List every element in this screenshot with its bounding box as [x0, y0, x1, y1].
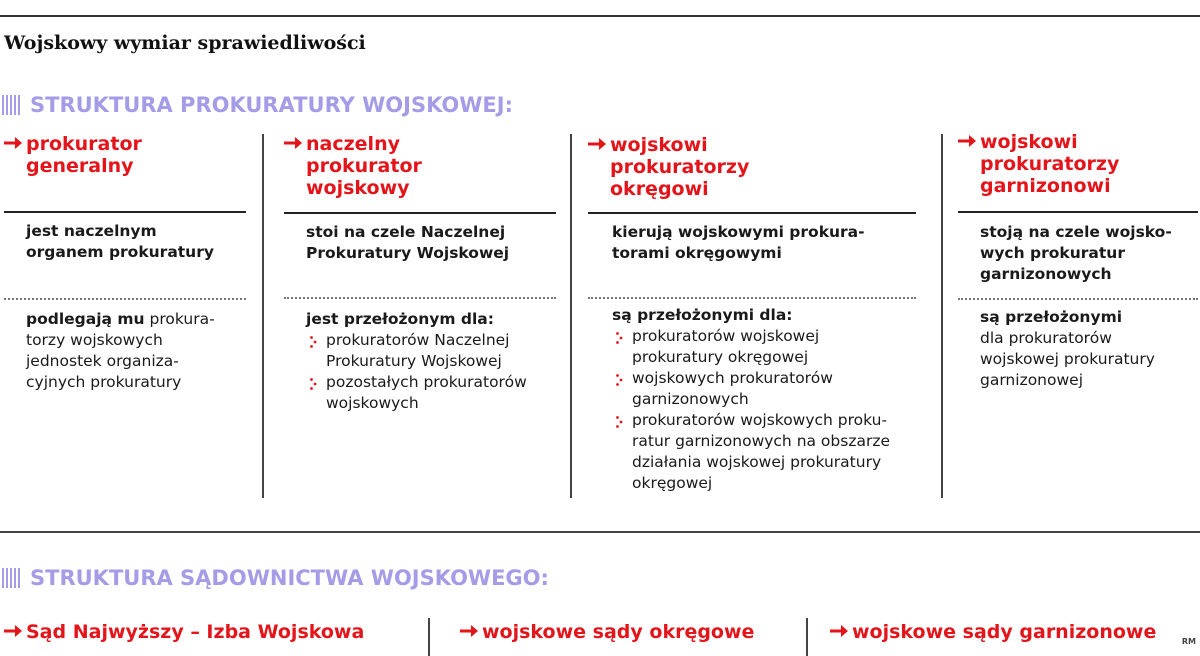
- col3-bullet-line: wojskowych prokuratorów: [632, 369, 833, 387]
- col4-solid-rule: [958, 211, 1198, 213]
- col4-head-line: garnizonowi: [980, 175, 1111, 197]
- bullet-icon: [612, 410, 632, 494]
- col1-head-line: prokurator: [26, 133, 142, 155]
- col3-bullet-line: ratur garnizonowych na obszarze: [632, 432, 891, 450]
- col3-desc: [612, 222, 865, 264]
- col3-bullet: [612, 410, 932, 494]
- col1-desc: [26, 221, 214, 263]
- red-arrow-icon: [4, 133, 26, 177]
- col1-head: [4, 133, 142, 177]
- court-col-1: [4, 621, 364, 643]
- col4-sub-line: wojskowej prokuratury: [980, 350, 1155, 368]
- court-col-label: Sąd Najwyższy – Izba Wojskowa: [26, 621, 365, 643]
- col1-desc-line: jest naczelnym: [26, 222, 157, 240]
- col1-sub-line: jednostek organiza-: [26, 352, 179, 370]
- top-rule: [0, 15, 1200, 17]
- col3-bullet-line: prokuratorów wojskowej: [632, 327, 820, 345]
- col2-desc-line: stoi na czele Naczelnej: [306, 223, 506, 241]
- red-arrow-icon: [958, 131, 980, 197]
- column-divider: [806, 618, 808, 656]
- col2-solid-rule: [284, 212, 556, 214]
- col2-head: [284, 133, 422, 199]
- sadownictwo-heading-text: STRUKTURA SĄDOWNICTWA WOJSKOWEGO:: [30, 566, 549, 590]
- col2-head-line: naczelny: [306, 133, 400, 155]
- col2-bullet: [306, 372, 558, 414]
- col3-bullet: [612, 368, 932, 410]
- col2-bullet: [306, 330, 558, 372]
- red-arrow-icon: [284, 133, 306, 199]
- col2-bullet-line: pozostałych prokuratorów: [326, 373, 527, 391]
- bullet-icon: [612, 368, 632, 410]
- section-divider: [0, 531, 1200, 533]
- col3-bullet: [612, 326, 932, 368]
- sadownictwo-heading: [2, 566, 549, 590]
- col4-head-line: wojskowi: [980, 131, 1078, 153]
- col3-bullet-line: prokuratorów wojskowych proku-: [632, 411, 888, 429]
- col1-desc-line: organem prokuratury: [26, 243, 214, 261]
- col4-desc-line: garnizonowych: [980, 265, 1112, 283]
- bullet-icon: [306, 372, 326, 414]
- red-arrow-icon: [588, 134, 610, 200]
- col3-bullet-line: prokuratury okręgowej: [632, 348, 809, 366]
- column-divider: [262, 134, 264, 498]
- col2-dotted-rule: [284, 297, 556, 299]
- col4-head-line: prokuratorzy: [980, 153, 1120, 175]
- col3-head-line: wojskowi: [610, 134, 708, 156]
- col1-head-line: generalny: [26, 155, 134, 177]
- grid-icon: [2, 95, 22, 115]
- red-arrow-icon: [4, 621, 26, 643]
- col1-solid-rule: [4, 211, 246, 213]
- column-divider: [570, 134, 572, 498]
- col3-head-line: prokuratorzy: [610, 156, 750, 178]
- col3-head: [588, 134, 749, 200]
- col3-dotted-rule: [588, 297, 916, 299]
- col2-desc-line: Prokuratury Wojskowej: [306, 244, 510, 262]
- col2-desc: [306, 222, 509, 264]
- col1-sub-line: torzy wojskowych: [26, 331, 163, 349]
- court-col-2: [460, 621, 754, 643]
- column-divider: [941, 134, 943, 498]
- col1-sub: [26, 309, 215, 393]
- col3-solid-rule: [588, 212, 916, 214]
- col1-sub-line: cyjnych prokuratury: [26, 373, 182, 391]
- credit: RM: [1181, 637, 1196, 646]
- col3-bullet-line: działania wojskowej prokuratury: [632, 453, 882, 471]
- col3-desc-line: kierują wojskowymi prokura-: [612, 223, 865, 241]
- court-col-label: wojskowe sądy garnizonowe: [852, 621, 1157, 643]
- court-col-3: [830, 621, 1156, 643]
- col1-sub-bold: podlegają mu: [26, 310, 145, 328]
- red-arrow-icon: [830, 621, 852, 643]
- col4-desc-line: stoją na czele wojsko-: [980, 223, 1172, 241]
- col3-head-line: okręgowi: [610, 178, 709, 200]
- col1-sub-line: prokura-: [149, 310, 215, 328]
- page-title: Wojskowy wymiar sprawiedliwości: [4, 32, 366, 54]
- col2-bullet-line: wojskowych: [326, 394, 419, 412]
- col4-sub: [980, 307, 1155, 391]
- col4-desc-line: wych prokuratur: [980, 244, 1125, 262]
- col4-dotted-rule: [958, 298, 1198, 300]
- col2-bullet-line: Prokuratury Wojskowej: [326, 352, 502, 370]
- col2-bullet-line: prokuratorów Naczelnej: [326, 331, 510, 349]
- col4-sub-line: garnizonowej: [980, 371, 1084, 389]
- col2-head-line: wojskowy: [306, 177, 410, 199]
- col3-bullet-line: okręgowej: [632, 474, 713, 492]
- grid-icon: [2, 568, 22, 588]
- col4-head: [958, 131, 1119, 197]
- col2-sub: [306, 309, 558, 414]
- col2-head-line: prokurator: [306, 155, 422, 177]
- col3-bullet-line: garnizonowych: [632, 390, 749, 408]
- col3-sub: [612, 305, 932, 494]
- red-arrow-icon: [460, 621, 482, 643]
- col3-desc-line: torami okręgowymi: [612, 244, 782, 262]
- col4-sub-bold: są przełożonymi: [980, 308, 1123, 326]
- column-divider: [428, 618, 430, 656]
- col4-desc: [980, 222, 1172, 285]
- court-col-label: wojskowe sądy okręgowe: [482, 621, 755, 643]
- col3-sub-bold: są przełożonymi dla:: [612, 306, 793, 324]
- prokuratura-heading: [2, 93, 513, 117]
- bullet-icon: [612, 326, 632, 368]
- col4-sub-line: dla prokuratorów: [980, 329, 1112, 347]
- col2-sub-bold: jest przełożonym dla:: [306, 310, 494, 328]
- bullet-icon: [306, 330, 326, 372]
- col1-dotted-rule: [4, 298, 246, 300]
- prokuratura-heading-text: STRUKTURA PROKURATURY WOJSKOWEJ:: [30, 93, 513, 117]
